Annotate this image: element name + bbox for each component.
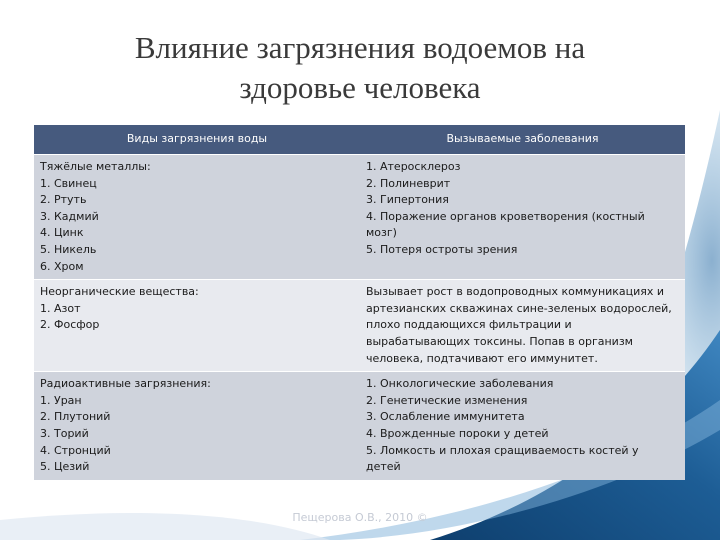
cell-line: 2. Фосфор [40,318,100,332]
header-pollution-types: Виды загрязнения воды [34,125,360,155]
cell-line: 3. Кадмий [40,209,99,223]
cell-line: Тяжёлые металлы: [40,160,151,173]
cell-line: 4. Стронций [40,443,111,457]
cell-line: 2. Генетические изменения [366,393,528,407]
cell-line: 1. Свинец [40,176,97,190]
cell-line: 5. Потеря остроты зрения [366,242,518,256]
cell-line: 1. Уран [40,393,82,407]
cell-line: Вызывает рост в водопроводных коммуникациях и [366,285,665,299]
cell-line: 1. Онкологические заболевания [366,377,554,391]
slide-title [0,28,720,108]
pollution-table [34,125,685,480]
cell-line: Неорганические вещества: [40,285,199,299]
cell-line: детей [366,460,401,474]
pollution-cell [34,155,360,280]
cell-line: 4. Врожденные пороки у детей [366,426,549,440]
cell-line: 1. Азот [40,301,81,315]
cell-line: 3. Гипертония [366,193,449,207]
title-line-1: Влияние загрязнения водоемов на [134,30,586,65]
disease-cell [360,372,685,480]
table-header-row [34,125,685,155]
cell-line: 5. Цезий [40,460,90,474]
cell-line: 2. Полиневрит [366,176,451,190]
cell-line: 1. Атеросклероз [366,160,461,173]
cell-line: плохо поддающихся фильтрации и [366,318,572,332]
cell-line: 4. Поражение органов кроветворения (костный [366,209,645,223]
header-diseases: Вызываемые заболевания [360,125,685,155]
table-row [34,280,685,372]
disease-cell [360,280,685,372]
cell-line: 2. Ртуть [40,193,87,207]
table-row [34,155,685,280]
cell-line: 5. Никель [40,242,97,256]
footer-credit: Пещерова О.В., 2010 © [292,511,428,524]
cell-line: человека, подтачивают его иммунитет. [366,351,598,365]
pollution-cell [34,372,360,480]
title-line-2: здоровье человека [239,70,481,105]
pollution-cell [34,280,360,372]
cell-line: мозг) [366,226,397,240]
cell-line: 3. Торий [40,426,89,440]
cell-line: артезианских скважинах сине-зеленых водорослей, [366,301,672,315]
table-row [34,372,685,480]
cell-line: 3. Ослабление иммунитета [366,410,525,424]
disease-cell [360,155,685,280]
cell-line: 6. Хром [40,259,84,273]
cell-line: 2. Плутоний [40,410,111,424]
cell-line: Радиоактивные загрязнения: [40,377,211,391]
cell-line: 5. Ломкость и плохая сращиваемость костей у [366,443,639,457]
cell-line: вырабатывающих токсины. Попав в организм [366,334,633,348]
cell-line: 4. Цинк [40,226,84,240]
